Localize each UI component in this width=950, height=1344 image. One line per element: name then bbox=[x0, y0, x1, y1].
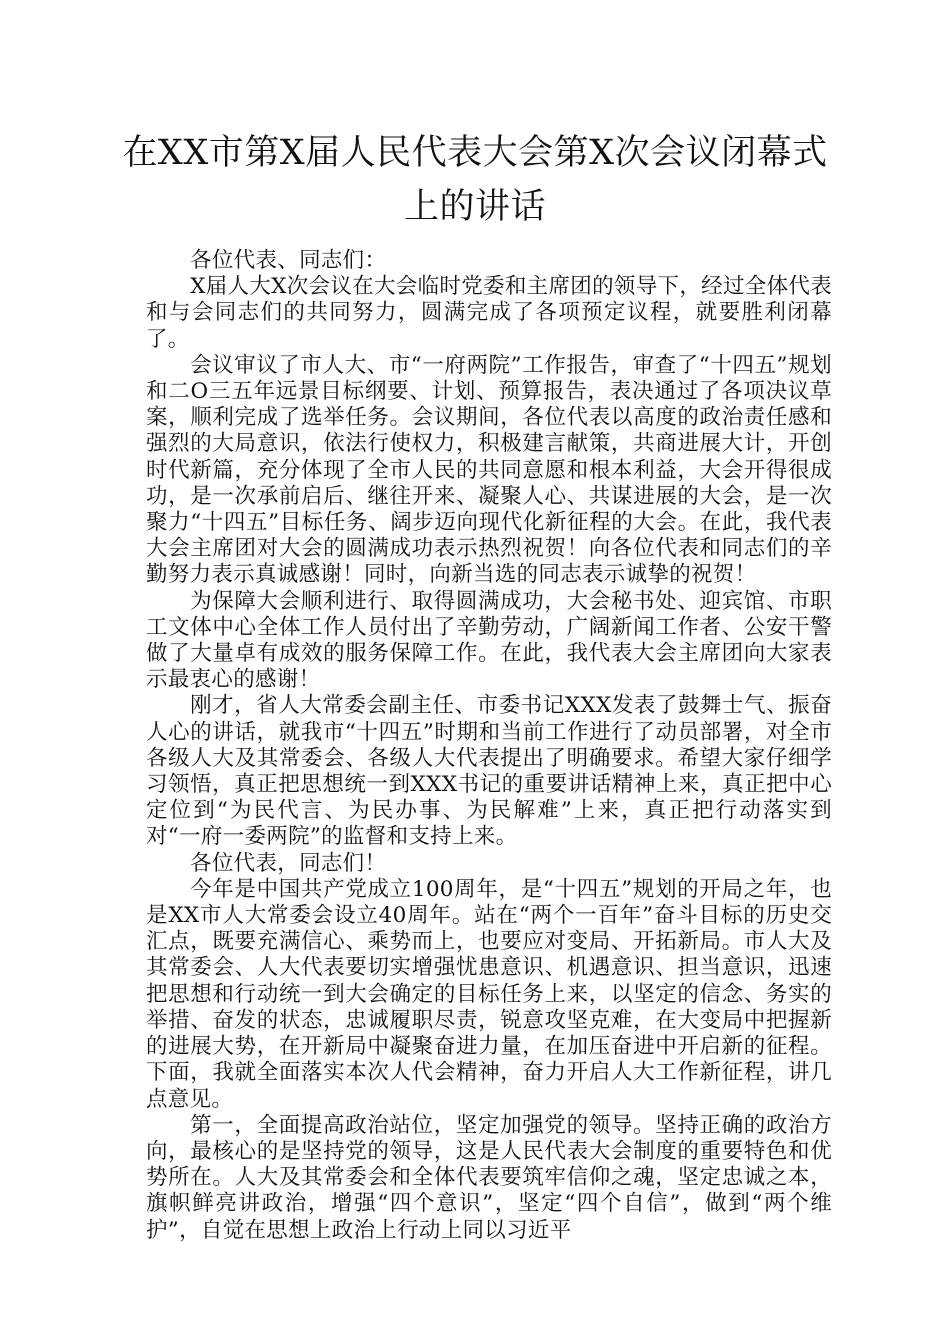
body-paragraph: 为保障大会顺利进行、取得圆满成功，大会秘书处、迎宾馆、市职工文体中心全体工作人员付出了辛勤劳动，广阔新闻工作者、公安干警做了大量卓有成效的服务保障工作。在此，我代表大会主席团向大家表示最衷心的感谢！ bbox=[146, 588, 832, 693]
body-paragraph: 刚才，省人大常委会副主任、市委书记XXX发表了鼓舞士气、振奋人心的讲话，就我市“十四五”时期和当前工作进行了动员部署，对全市各级人大及其常委会、各级人大代表提出了明确要求。希望大家仔细学习领悟，真正把思想统一到XXX书记的重要讲话精神上来，真正把中心定位到“为民代言、为民办事、为民解难”上来，真正把行动落实到对“一府一委两院”的监督和支持上来。 bbox=[146, 693, 832, 850]
document-body bbox=[146, 248, 832, 1244]
body-paragraph: 今年是中国共产党成立100周年，是“十四五”规划的开局之年，也是XX市人大常委会设立40周年。站在“两个一百年”奋斗目标的历史交汇点，既要充满信心、乘势而上，也要应对变局、开拓新局。市人大及其常委会、人大代表要切实增强忧患意识、机遇意识、担当意识，迅速把思想和行动统一到大会确定的目标任务上来，以坚定的信念、务实的举措、奋发的状态，忠诚履职尽责，锐意攻坚克难，在大变局中把握新的进展大势，在开新局中凝聚奋进力量，在加压奋进中开启新的征程。下面，我就全面落实本次人代会精神，奋力开启人大工作新征程，讲几点意见。 bbox=[146, 876, 832, 1112]
salutation-paragraph: 各位代表、同志们： bbox=[190, 248, 387, 273]
document-title: 在XX市第X届人民代表大会第X次会议闭幕式上的讲话 bbox=[122, 133, 828, 227]
body-paragraph: 会议审议了市人大、市“一府两院”工作报告，审查了“十四五”规划和二O三五年远景目标纲要、计划、预算报告，表决通过了各项决议草案，顺利完成了选举任务。会议期间，各位代表以高度的政治责任感和强烈的大局意识，依法行使权力，积极建言献策，共商进展大计，开创时代新篇，充分体现了全市人民的共同意愿和根本利益，大会开得很成功，是一次承前启后、继往开来、凝聚人心、共谋进展的大会，是一次聚力“十四五”目标任务、阔步迈向现代化新征程的大会。在此，我代表大会主席团对大会的圆满成功表示热烈祝贺！向各位代表和同志们的辛勤努力表示真诚感谢！同时，向新当选的同志表示诚挚的祝贺！ bbox=[146, 352, 832, 588]
body-paragraph: 第一，全面提高政治站位，坚定加强党的领导。坚持正确的政治方向，最核心的是坚持党的领导，这是人民代表大会制度的重要特色和优势所在。人大及其常委会和全体代表要筑牢信仰之魂，坚定忠诚之本，旗帜鲜亮讲政治，增强“四个意识”，坚定“四个自信”，做到“两个维护”，自觉在思想上政治上行动上同以习近平 bbox=[146, 1112, 832, 1243]
salutation-paragraph: 各位代表，同志们！ bbox=[190, 850, 387, 876]
body-paragraph: X届人大X次会议在大会临时党委和主席团的领导下，经过全体代表和与会同志们的共同努力，圆满完成了各项预定议程，就要胜利闭幕了。 bbox=[146, 274, 832, 352]
